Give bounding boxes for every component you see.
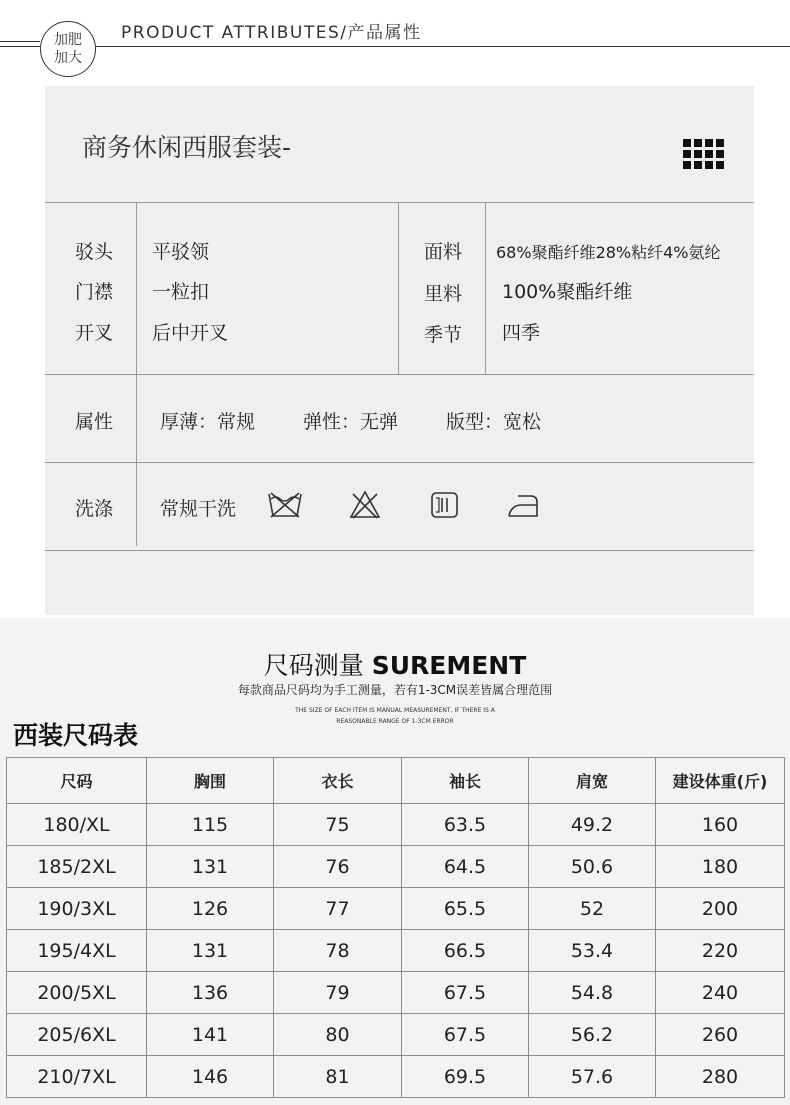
badge-line-2: 加大 — [54, 50, 82, 66]
col-header: 衣长 — [274, 758, 402, 804]
header-divider — [0, 46, 790, 47]
cell-weight: 260 — [656, 1014, 785, 1056]
cell-size: 180/XL — [7, 804, 147, 846]
cell-chest: 141 — [147, 1014, 274, 1056]
cell-weight: 280 — [656, 1056, 785, 1098]
column-divider — [136, 202, 137, 546]
divider — [45, 550, 754, 551]
measurement-title-cn: 尺码测量 — [263, 651, 364, 680]
attr-label-lining: 里料 — [424, 283, 463, 305]
cell-shoulder: 56.2 — [529, 1014, 656, 1056]
cell-length: 76 — [274, 846, 402, 888]
attr-label-lapel: 驳头 — [75, 241, 114, 263]
col-header: 建设体重(斤) — [656, 758, 785, 804]
size-table-title: 西装尺码表 — [13, 721, 139, 750]
cell-length: 79 — [274, 972, 402, 1014]
product-attributes-card — [45, 86, 754, 615]
iron-icon — [506, 490, 540, 520]
header-divider-left — [0, 41, 40, 42]
cell-sleeve: 63.5 — [402, 804, 529, 846]
column-divider — [398, 202, 399, 374]
cell-sleeve: 66.5 — [402, 930, 529, 972]
section-title: PRODUCT ATTRIBUTES/产品属性 — [121, 23, 422, 43]
cell-shoulder: 52 — [529, 888, 656, 930]
cell-shoulder: 50.6 — [529, 846, 656, 888]
cell-length: 78 — [274, 930, 402, 972]
divider — [45, 462, 754, 463]
table-row — [7, 930, 785, 972]
attr-value-season: 四季 — [502, 322, 541, 344]
cell-weight: 220 — [656, 930, 785, 972]
cell-weight: 160 — [656, 804, 785, 846]
cell-length: 75 — [274, 804, 402, 846]
cell-weight: 240 — [656, 972, 785, 1014]
prop-thickness: 厚薄：常规 — [160, 411, 256, 433]
cell-chest: 126 — [147, 888, 274, 930]
col-header: 胸围 — [147, 758, 274, 804]
grid-menu-icon[interactable] — [683, 139, 723, 175]
cell-size: 210/7XL — [7, 1056, 147, 1098]
table-row — [7, 888, 785, 930]
cell-sleeve: 67.5 — [402, 1014, 529, 1056]
cell-shoulder: 57.6 — [529, 1056, 656, 1098]
measurement-note-2: REASONABLE RANGE OF 1-3CM ERROR — [336, 718, 454, 725]
cell-sleeve: 64.5 — [402, 846, 529, 888]
prop-fit: 版型：宽松 — [446, 411, 542, 433]
props-label: 属性 — [75, 411, 114, 433]
cell-sleeve: 69.5 — [402, 1056, 529, 1098]
divider — [45, 374, 754, 375]
col-header: 肩宽 — [529, 758, 656, 804]
wash-label: 洗涤 — [75, 498, 114, 520]
table-row — [7, 972, 785, 1014]
cell-size: 195/4XL — [7, 930, 147, 972]
table-row — [7, 804, 785, 846]
attr-label-placket: 门襟 — [75, 281, 114, 303]
attr-value-vent: 后中开叉 — [152, 322, 229, 344]
cell-size: 205/6XL — [7, 1014, 147, 1056]
cell-chest: 146 — [147, 1056, 274, 1098]
measurement-subtitle: 每款商品尺码均为手工测量，若有1-3CM误差皆属合理范围 — [237, 683, 553, 697]
table-header-row — [7, 758, 785, 804]
cell-weight: 180 — [656, 846, 785, 888]
table-row — [7, 1056, 785, 1098]
cell-chest: 131 — [147, 846, 274, 888]
wash-value: 常规干洗 — [160, 498, 237, 520]
plus-size-badge — [40, 21, 96, 77]
attr-label-vent: 开叉 — [75, 322, 114, 344]
attr-label-season: 季节 — [424, 324, 463, 346]
measurement-title — [0, 646, 790, 682]
cell-shoulder: 53.4 — [529, 930, 656, 972]
cell-shoulder: 54.8 — [529, 972, 656, 1014]
column-divider — [485, 202, 486, 374]
measurement-note-1: THE SIZE OF EACH ITEM IS MANUAL MEASUREMENT, IF THERE IS A — [295, 707, 495, 714]
table-row — [7, 846, 785, 888]
cell-sleeve: 67.5 — [402, 972, 529, 1014]
cell-size: 190/3XL — [7, 888, 147, 930]
col-header: 袖长 — [402, 758, 529, 804]
prop-elasticity: 弹性：无弹 — [303, 411, 399, 433]
attr-value-fabric: 68%聚酯纤维28%粘纤4%氨纶 — [496, 243, 721, 262]
attr-value-lapel: 平驳领 — [152, 241, 210, 263]
tumble-dry-icon — [430, 490, 460, 520]
measurement-title-en: SUREMENT — [371, 651, 527, 680]
section-header — [0, 0, 790, 80]
cell-length: 77 — [274, 888, 402, 930]
col-header: 尺码 — [7, 758, 147, 804]
cell-size: 200/5XL — [7, 972, 147, 1014]
table-row — [7, 1014, 785, 1056]
cell-chest: 136 — [147, 972, 274, 1014]
cell-chest: 131 — [147, 930, 274, 972]
no-bleach-icon — [349, 490, 381, 520]
attr-label-fabric: 面料 — [424, 241, 463, 263]
cell-length: 81 — [274, 1056, 402, 1098]
size-table — [6, 757, 785, 1098]
cell-length: 80 — [274, 1014, 402, 1056]
cell-shoulder: 49.2 — [529, 804, 656, 846]
attr-value-placket: 一粒扣 — [152, 281, 210, 303]
badge-line-1: 加肥 — [54, 32, 82, 48]
cell-weight: 200 — [656, 888, 785, 930]
no-wash-icon — [267, 490, 303, 520]
divider — [45, 202, 754, 203]
cell-chest: 115 — [147, 804, 274, 846]
product-name: 商务休闲西服套装- — [82, 133, 292, 162]
cell-sleeve: 65.5 — [402, 888, 529, 930]
cell-size: 185/2XL — [7, 846, 147, 888]
attr-value-lining: 100%聚酯纤维 — [502, 281, 633, 303]
